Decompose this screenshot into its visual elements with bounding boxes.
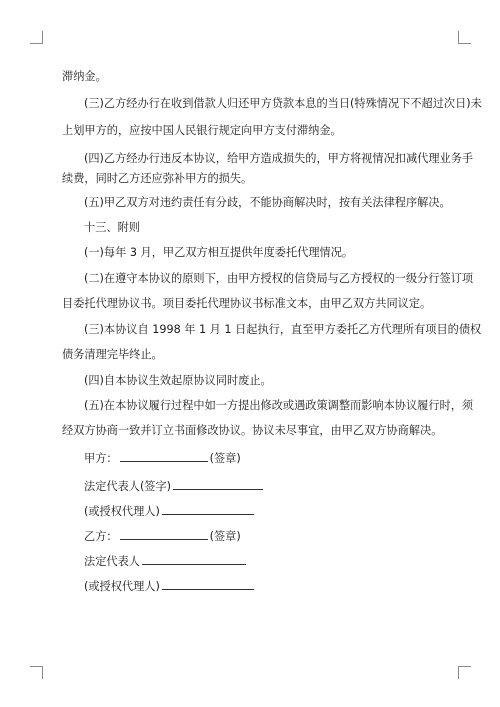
paragraph-line: (一)每年 3 月，甲乙双方相互提供年度委托代理情况。 — [84, 246, 354, 259]
paragraph-line: (二)在遵守本协议的原则下，由甲方授权的信贷局与乙方授权的一级分行签订项 — [84, 272, 474, 285]
paragraph-line: (四)乙方经办行违反本协议，给甲方造成损失的，甲方将视情况扣减代理业务手 — [84, 152, 474, 165]
paragraph-line: (三)乙方经办行在收到借款人归还甲方贷款本息的当日(特殊情况下不超过次日)未 — [84, 97, 482, 110]
crop-mark-top-left — [30, 31, 43, 44]
legal-rep-sign-line — [84, 478, 464, 494]
section-heading: 十三、附则 — [84, 221, 140, 234]
authorized-agent-line-2 — [84, 578, 464, 594]
paragraph-line: (五)在本协议履行过程中如一方提出修改或遇政策调整而影响本协议履行时，须 — [84, 399, 474, 412]
crop-mark-top-right — [458, 31, 471, 44]
paragraph-line: (四)自本协议生效起原协议同时废止。 — [84, 374, 272, 387]
paragraph-line: 债务清理完毕终止。 — [62, 348, 163, 361]
legal-rep-label: 法定代表人 — [84, 555, 140, 568]
party-a-blank[interactable] — [120, 450, 208, 462]
crop-mark-bottom-right — [458, 666, 471, 679]
paragraph-line: 滞纳金。 — [62, 70, 107, 83]
authorized-agent-blank-2[interactable] — [162, 578, 254, 590]
authorized-agent-line-1 — [84, 503, 464, 519]
party-b-seal-label: (签章) — [209, 530, 241, 543]
legal-rep-line — [84, 553, 464, 569]
party-a-seal-label: (签章) — [209, 452, 241, 465]
party-a-label: 甲方： — [84, 452, 118, 465]
party-b-signature-line — [84, 528, 464, 544]
paragraph-line: (三)本协议自 1998 年 1 月 1 日起执行，直至甲方委托乙方代理所有项目的债权 — [84, 323, 482, 336]
paragraph-line: 目委托代理协议书。项目委托代理协议书标准文本，由甲乙双方共同议定。 — [62, 297, 432, 310]
paragraph-line: 经双方协商一致并订立书面修改协议。协议未尽事宜，由甲乙双方协商解决。 — [62, 424, 443, 437]
legal-rep-blank[interactable] — [142, 553, 246, 565]
party-b-label: 乙方： — [84, 530, 118, 543]
paragraph-line: 续费，同时乙方还应弥补甲方的损失。 — [62, 172, 253, 185]
authorized-agent-label-2: (或授权代理人) — [84, 580, 160, 593]
party-a-signature-line — [84, 450, 464, 466]
legal-rep-sign-label: 法定代表人(签字) — [84, 480, 172, 493]
crop-mark-bottom-left — [30, 666, 43, 679]
paragraph-line: 上划甲方的，应按中国人民银行规定向甲方支付滞纳金。 — [62, 124, 342, 137]
paragraph-line: (五)甲乙双方对违约责任有分歧，不能协商解决时，按有关法律程序解决。 — [84, 196, 451, 209]
party-b-blank[interactable] — [120, 528, 208, 540]
legal-rep-sign-blank[interactable] — [173, 478, 263, 490]
authorized-agent-label-1: (或授权代理人) — [84, 505, 160, 518]
authorized-agent-blank-1[interactable] — [162, 503, 254, 515]
